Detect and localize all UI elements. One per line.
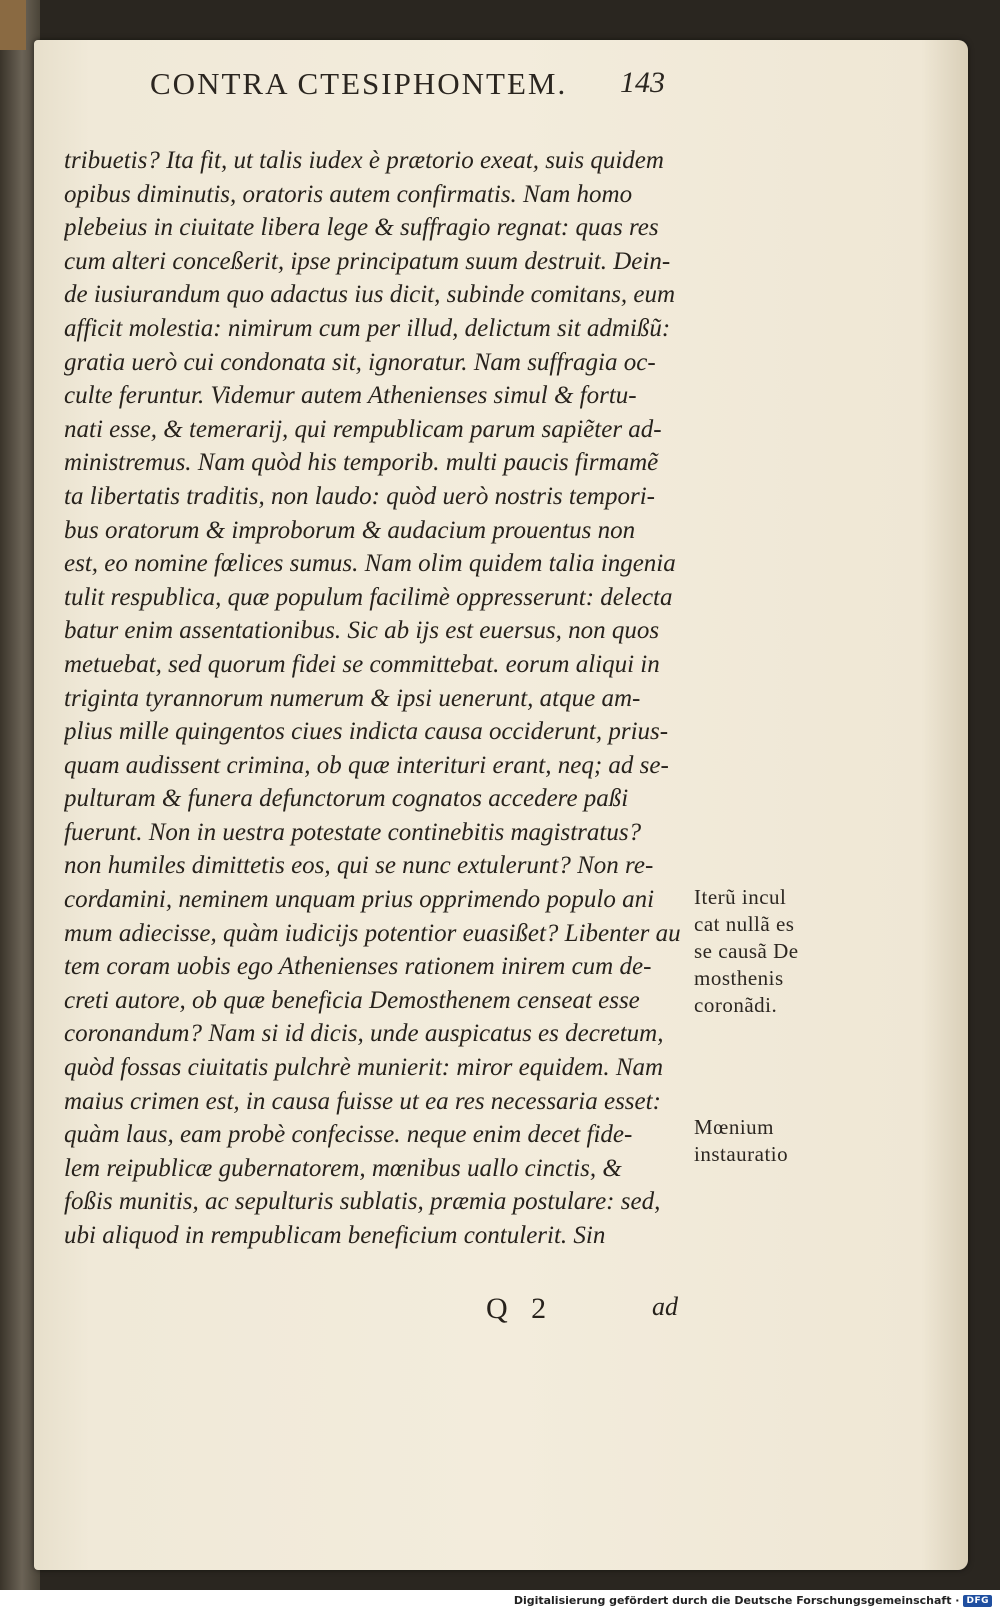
text-line: cordamini, neminem unquam prius opprimendo populo ani	[64, 886, 655, 914]
running-title: CONTRA CTESIPHONTEM.	[150, 66, 568, 101]
text-line: plius mille quingentos ciues indicta causa occiderunt, prius-	[64, 718, 669, 746]
text-line: de iusiurandum quo adactus ius dicit, subinde comitans, eum	[64, 281, 676, 309]
dfg-logo: DFG	[963, 1595, 992, 1607]
text-line: lem reipublicæ gubernatorem, mœnibus uallo cinctis, &	[64, 1154, 622, 1182]
marginal-note	[694, 884, 844, 1019]
text-line: cum alteri conceßerit, ipse principatum suum destruit. Dein-	[64, 247, 671, 275]
text-line: ubi aliquod in rempublicam beneficium contulerit. Sin	[64, 1222, 606, 1249]
text-line: triginta tyrannorum numerum & ipsi uenerunt, atque am-	[64, 684, 641, 712]
text-line: foßis munitis, ac sepulturis sublatis, præmia postulare: sed,	[64, 1188, 661, 1216]
spine-tab	[0, 0, 26, 50]
text-line: mum adiecisse, quàm iudicijs potentior euasißet? Libenter au	[64, 919, 681, 947]
text-line: tulit respublica, quæ populum facilimè oppresserunt: delecta	[64, 583, 673, 611]
marginal-note-line: Mœnium	[694, 1115, 775, 1139]
digitization-credit	[514, 1594, 992, 1607]
marginal-note-line: se causã De	[694, 939, 799, 963]
text-line: nati esse, & temerarij, qui rempublicam parum sapiẽter ad-	[64, 415, 662, 443]
marginal-note	[694, 1114, 844, 1168]
credit-text: Digitalisierung gefördert durch die Deutsche Forschungsgemeinschaft ·	[513, 1594, 960, 1607]
page-number: 143	[620, 66, 665, 99]
text-line: gratia uerò cui condonata sit, ignoratur. Nam suffragia oc-	[64, 348, 656, 376]
text-line: tribuetis? Ita fit, ut talis iudex è prætorio exeat, suis quidem	[64, 147, 664, 174]
text-line: plebeius in ciuitate libera lege & suffragio regnat: quas res	[64, 214, 659, 242]
body-text	[64, 144, 714, 1253]
text-line: pulturam & funera defunctorum cognatos accedere paßi	[64, 785, 629, 813]
text-line: quam audissent crimina, ob quæ interituri erant, neq; ad se-	[64, 751, 669, 779]
marginal-note-line: mosthenis	[694, 966, 784, 990]
text-line: culte feruntur. Videmur autem Athenienses simul & fortu-	[64, 382, 637, 410]
text-line: afficit molestia: nimirum cum per illud, delictum sit admißũ:	[64, 314, 671, 342]
marginal-note-line: coronãdi.	[694, 993, 778, 1017]
text-line: est, eo nomine fœlices sumus. Nam olim quidem talia ingenia	[64, 550, 676, 578]
text-line: quàm laus, eam probè confecisse. neque enim decet fide-	[64, 1121, 633, 1149]
text-line: batur enim assentationibus. Sic ab ijs est euersus, non quos	[64, 617, 660, 645]
text-line: creti autore, ob quæ beneficia Demosthenem censeat esse	[64, 986, 640, 1014]
text-line: fuerunt. Non in uestra potestate continebitis magistratus?	[64, 818, 642, 846]
text-line: ta libertatis traditis, non laudo: quòd uerò nostris tempori-	[64, 482, 655, 510]
text-line: non humiles dimittetis eos, qui se nunc extulerunt? Non re-	[64, 852, 654, 880]
catchword: ad	[652, 1292, 678, 1321]
text-line: bus oratorum & improborum & audacium prouentus non	[64, 516, 636, 544]
text-line: quòd fossas ciuitatis pulchrè munierit: miror equidem. Nam	[64, 1054, 664, 1082]
text-line: maius crimen est, in causa fuisse ut ea res necessaria esset:	[64, 1087, 661, 1115]
text-line: coronandum? Nam si id dicis, unde auspicatus es decretum,	[64, 1020, 664, 1048]
text-line: ministremus. Nam quòd his temporib. multi paucis firmamẽ	[64, 449, 659, 477]
signature-mark: Q 2	[486, 1292, 555, 1325]
marginal-note-line: cat nullã es	[694, 912, 795, 936]
text-line: tem coram uobis ego Athenienses rationem inirem cum de-	[64, 953, 652, 981]
text-line: metuebat, sed quorum fidei se committebat. eorum aliqui in	[64, 650, 660, 678]
text-line: opibus diminutis, oratoris autem confirmatis. Nam homo	[64, 180, 633, 208]
marginal-note-line: instauratio	[694, 1142, 789, 1166]
marginal-note-line: Iterũ incul	[694, 885, 787, 909]
